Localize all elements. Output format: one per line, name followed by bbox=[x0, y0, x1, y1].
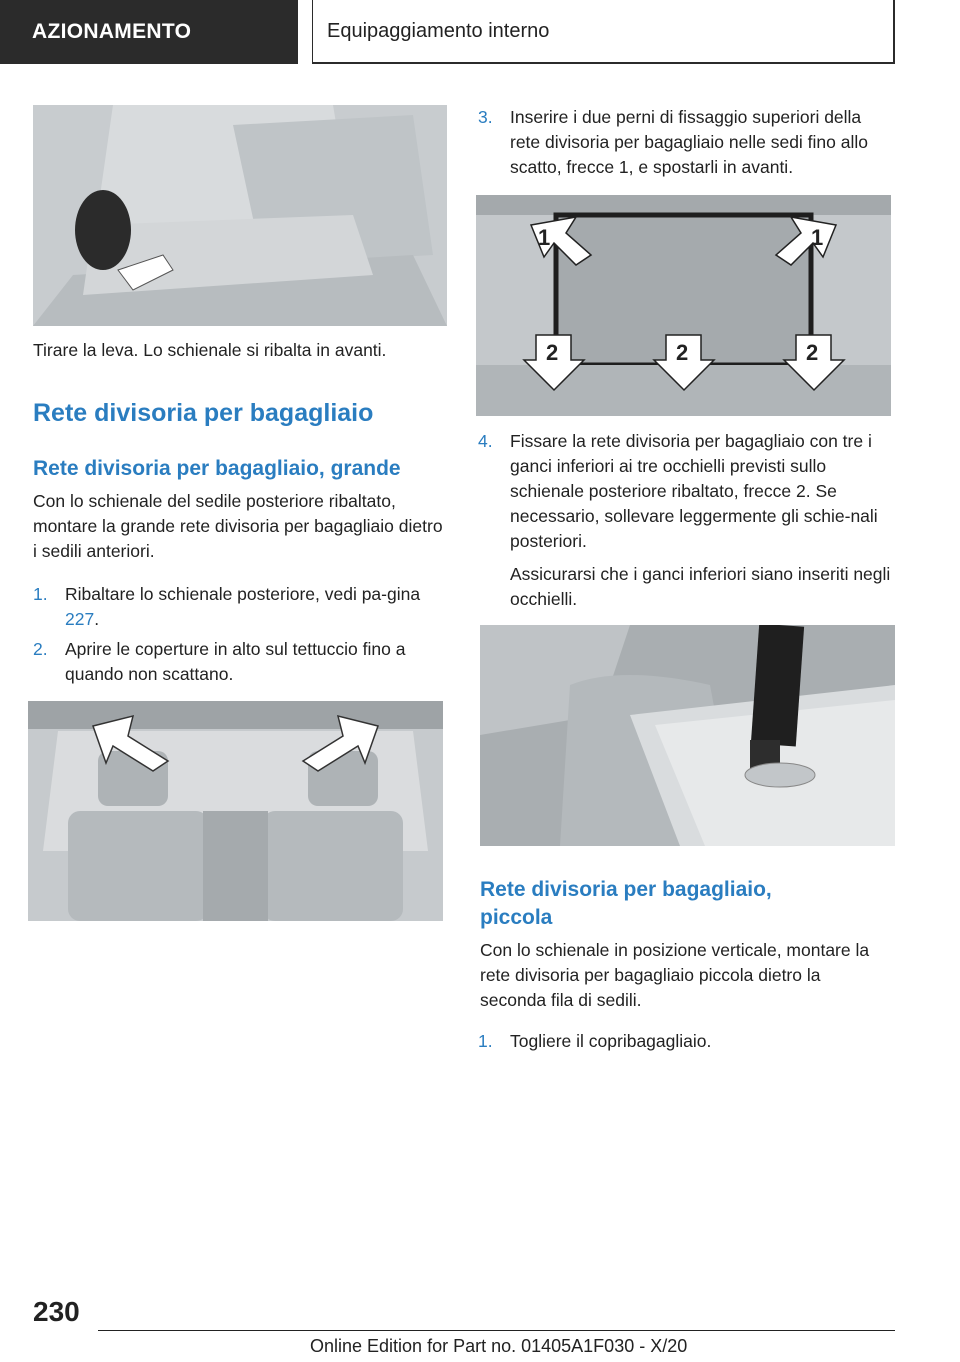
step-number: 1. bbox=[33, 584, 48, 604]
step-text: Aprire le coperture in alto sul tettuccio fino a quando non scattano. bbox=[65, 639, 406, 684]
step-text: Inserire i due perni di fissaggio superiori della rete divisoria per bagagliaio nelle sedi fino allo scatto, frecce 1, e spostarli in avanti. bbox=[510, 107, 868, 177]
footer-rule bbox=[98, 1330, 895, 1331]
section-tab: AZIONAMENTO bbox=[0, 0, 298, 64]
step-1-small bbox=[478, 1029, 896, 1054]
step-text-end: . bbox=[94, 609, 100, 629]
step-text: Ribaltare lo schienale posteriore, vedi pa-gina bbox=[65, 584, 421, 604]
step-note: Assicurarsi che i ganci inferiori siano inseriti negli occhielli. bbox=[510, 564, 891, 609]
intro-small: Con lo schienale in posizione verticale, montare la rete divisoria per bagagliaio piccola dietro la seconda fila di sedili. bbox=[480, 940, 870, 1010]
net-mounting-illustration bbox=[476, 195, 891, 416]
net-label-top-right: 1 bbox=[811, 225, 824, 250]
step-number: 4. bbox=[478, 431, 493, 451]
step-3 bbox=[478, 105, 896, 180]
page-number: 230 bbox=[33, 1296, 80, 1327]
step-number: 2. bbox=[33, 639, 48, 659]
step-number: 1. bbox=[478, 1031, 493, 1051]
chapter-title: Equipaggiamento interno bbox=[312, 0, 895, 64]
section-heading: Rete divisoria per bagagliaio bbox=[33, 399, 374, 427]
seat-caption: Tirare la leva. Lo schienale si ribalta in avanti. bbox=[33, 340, 387, 360]
step-text: Togliere il copribagagliaio. bbox=[510, 1031, 712, 1051]
hook-eyelet-illustration bbox=[480, 625, 895, 846]
intro-large: Con lo schienale del sedile posteriore ribaltato, montare la grande rete divisoria per bagagliaio dietro i sedili anteriori. bbox=[33, 491, 443, 561]
seat-lever-illustration bbox=[33, 105, 447, 326]
step-4 bbox=[478, 429, 896, 612]
page-link[interactable]: 227 bbox=[65, 609, 95, 629]
net-label-top-left: 1 bbox=[538, 225, 551, 250]
step-2-large bbox=[33, 637, 443, 687]
net-label-bottom-left: 2 bbox=[546, 340, 559, 365]
subsection-heading-small: Rete divisoria per bagagliaio, piccola bbox=[480, 878, 772, 929]
footer-edition: Online Edition for Part no. 01405A1F030 - X/20 bbox=[310, 1336, 688, 1356]
step-text: Fissare la rete divisoria per bagagliaio con tre i ganci inferiori ai tre occhielli previsti sullo schienale posteriore ribaltato, frecce 2. Se necessario, sollevare leggermente gli schie-nali posteriori. bbox=[510, 431, 878, 551]
step-1-large bbox=[33, 582, 443, 632]
net-label-bottom-mid: 2 bbox=[676, 340, 689, 365]
roof-covers-illustration bbox=[28, 701, 443, 921]
net-label-bottom-right: 2 bbox=[806, 340, 819, 365]
step-number: 3. bbox=[478, 107, 493, 127]
subsection-heading-large: Rete divisoria per bagagliaio, grande bbox=[33, 457, 401, 480]
